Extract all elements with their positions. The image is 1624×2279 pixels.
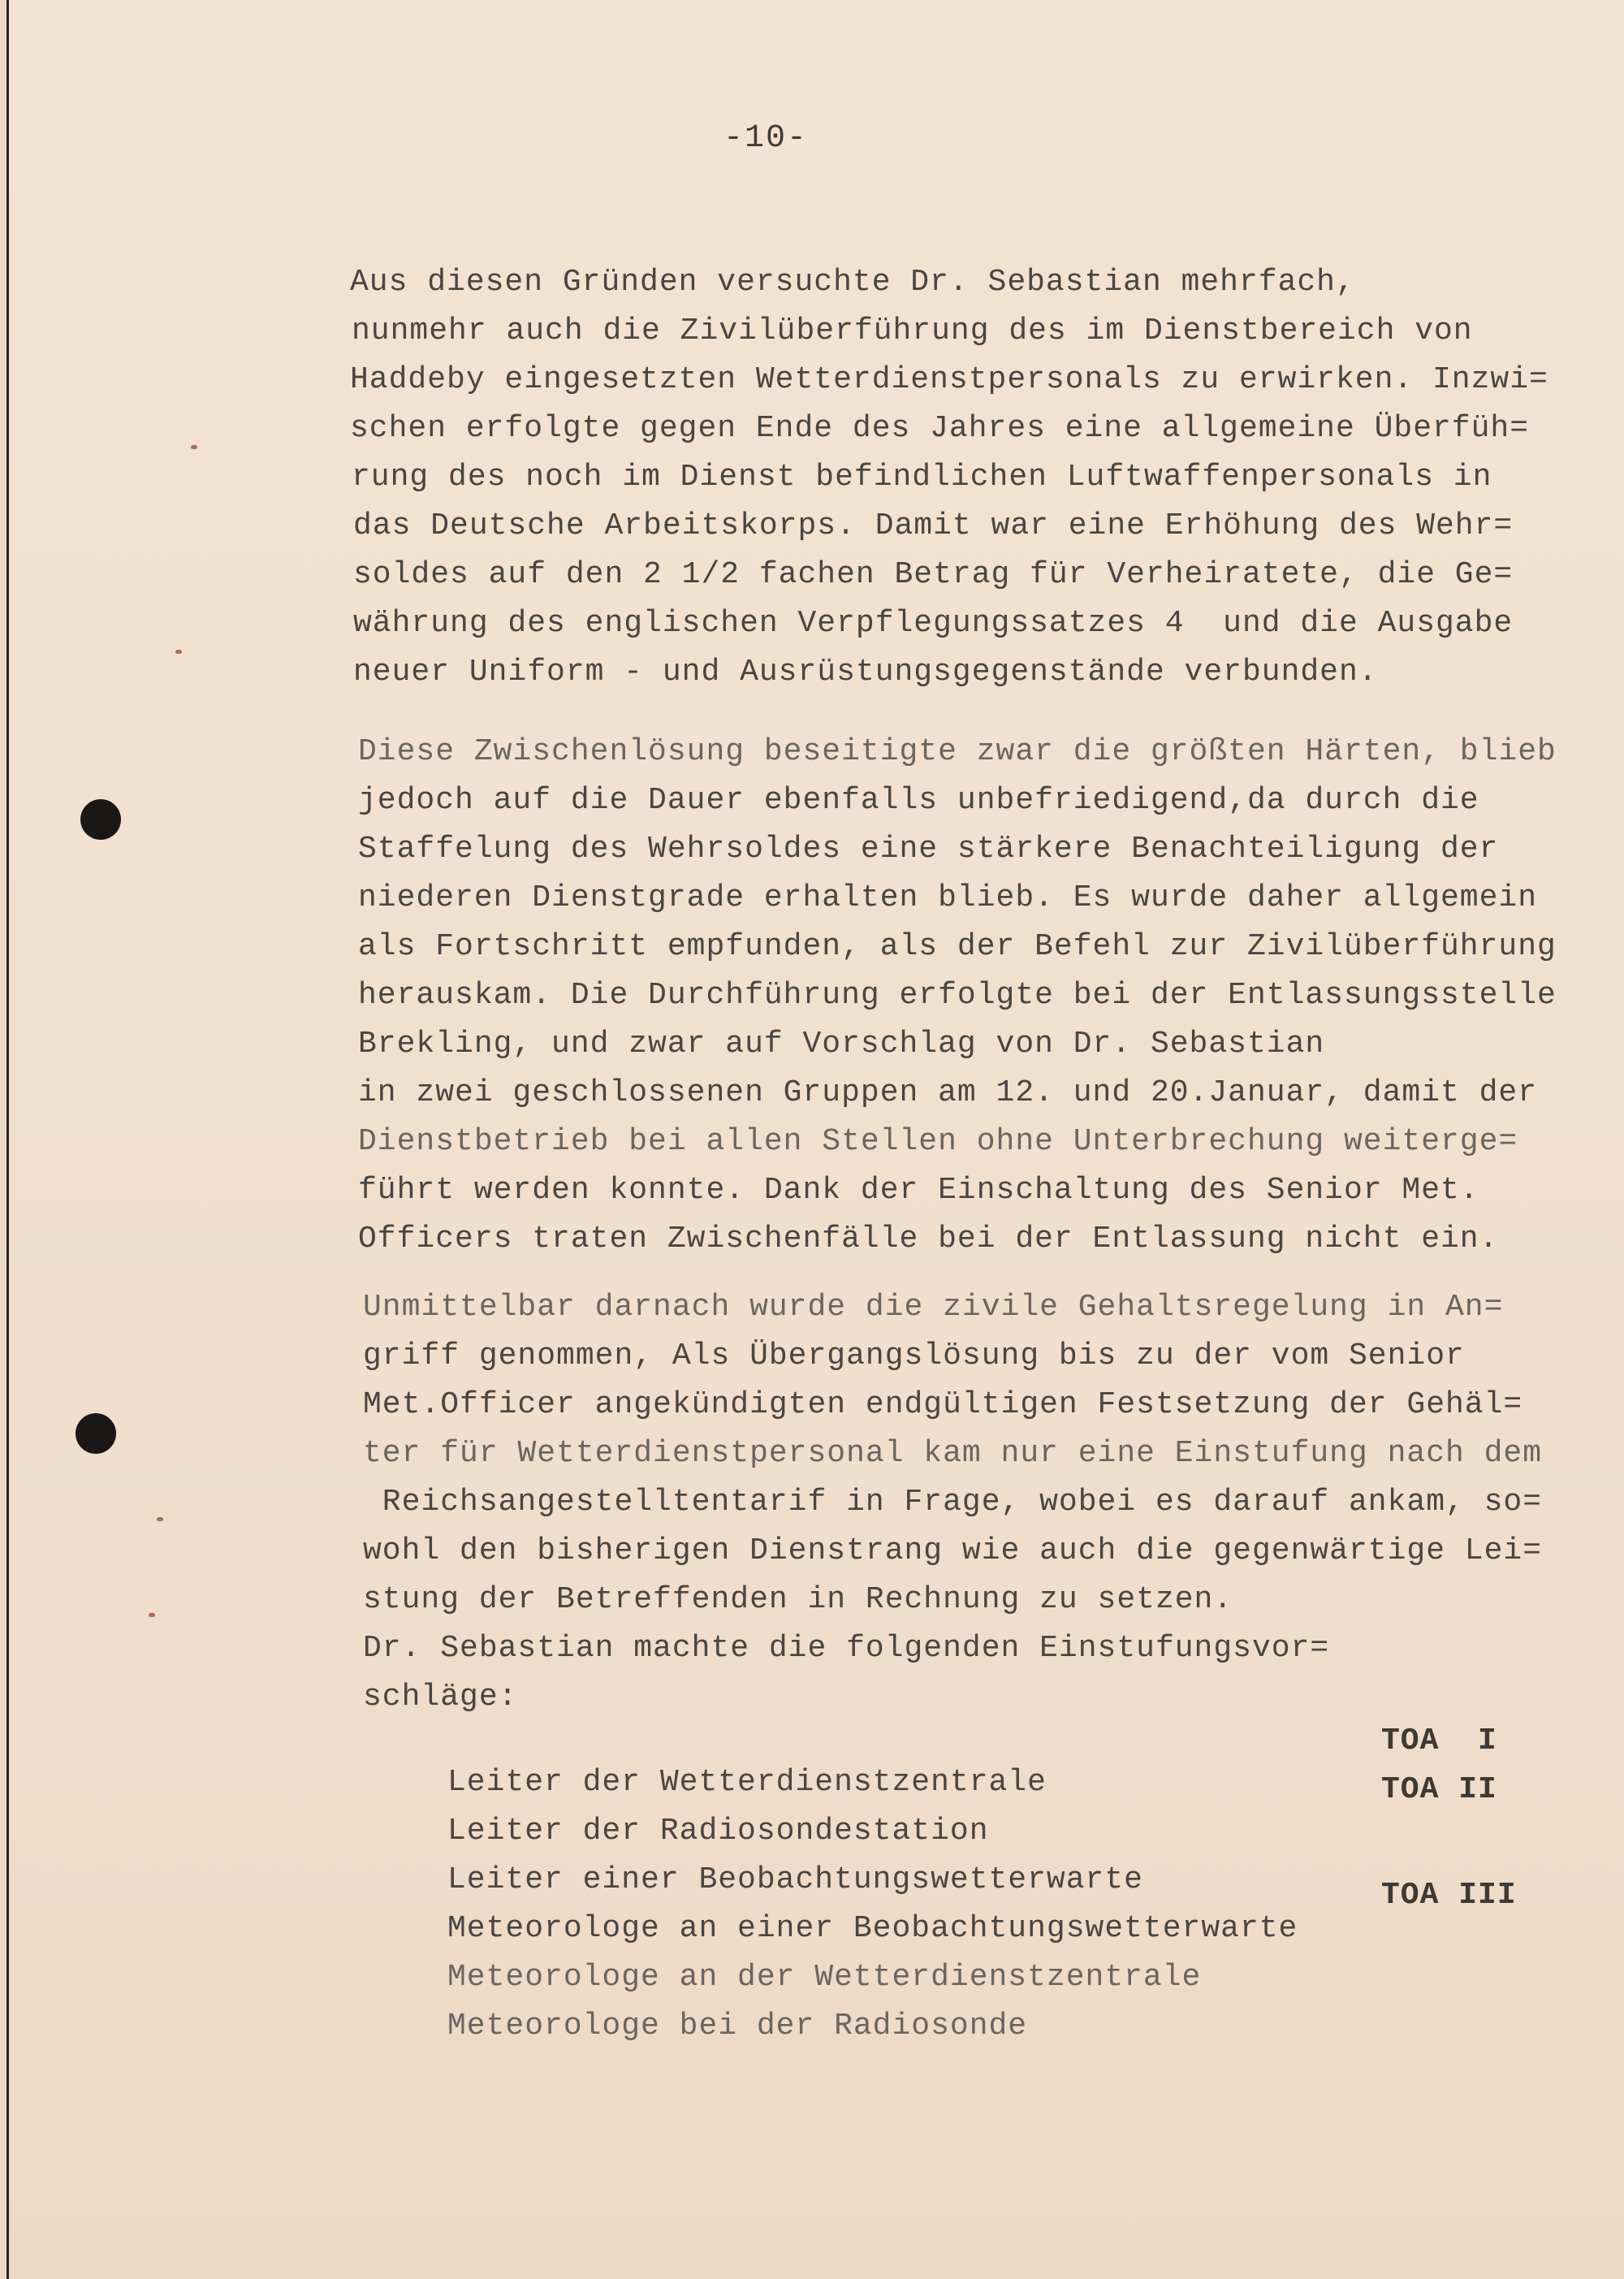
line-text: Reichsangestelltentarif in Frage, wobei es darauf ankam, so=: [363, 1485, 1543, 1520]
line-text: ter für Wetterdienstpersonal kam nur eine Einstufung nach dem: [363, 1436, 1543, 1471]
punch-hole-bottom: [76, 1413, 116, 1454]
grade-position: Meteorologe an einer Beobachtungswetterwarte: [447, 1911, 1298, 1946]
line-text: währung des englischen Verpflegungssatzes 4 und die Ausgabe: [353, 606, 1514, 641]
text-line: [358, 728, 1557, 776]
text-line: [363, 1332, 1465, 1381]
line-text: Met.Officer angekündigten endgültigen Festsetzung der Gehäl=: [363, 1387, 1523, 1422]
line-text: schläge:: [363, 1680, 518, 1715]
text-line: [353, 551, 1513, 599]
line-text: soldes auf den 2 1/2 fachen Betrag für Verheiratete, die Ge=: [353, 557, 1514, 592]
line-text: als Fortschritt empfunden, als der Befehl zur Zivilüberführung: [358, 929, 1557, 964]
text-line: [358, 1215, 1498, 1264]
page-number: -10-: [723, 120, 809, 157]
text-line: [358, 1118, 1518, 1166]
grade-position: Meteorologe bei der Radiosonde: [447, 2009, 1028, 2043]
text-line: [358, 776, 1479, 825]
text-line: [363, 1478, 1542, 1527]
line-text: nunmehr auch die Zivilüberführung des im Dienstbereich von: [352, 314, 1473, 348]
grade-position: Leiter einer Beobachtungswetterwarte: [447, 1862, 1143, 1897]
document-page: [6, 0, 1624, 2279]
grade-position: Leiter der Wetterdienstzentrale: [447, 1765, 1047, 1800]
line-text: Dr. Sebastian machte die folgenden Einstufungsvor=: [363, 1631, 1330, 1666]
text-line: [358, 1166, 1479, 1215]
line-text: Diese Zwischenlösung beseitigte zwar die größten Härten, blieb: [358, 734, 1557, 769]
text-line: [352, 453, 1492, 502]
text-line: [358, 1020, 1324, 1069]
grade-row: [447, 1974, 1535, 2113]
text-line: [353, 502, 1513, 551]
text-line: [350, 404, 1529, 453]
line-text: Haddeby eingesetzten Wetterdienstpersonals zu erwirken. Inzwi=: [350, 362, 1548, 397]
text-line: [358, 874, 1537, 923]
line-text: Staffelung des Wehrsoldes eine stärkere Benachteiligung der: [358, 832, 1499, 867]
grade-value: TOA I: [1381, 1723, 1497, 1758]
text-line: [350, 258, 1355, 307]
paper-speck: [175, 650, 182, 654]
text-line: [358, 1069, 1537, 1118]
grade-value: TOA II: [1381, 1772, 1497, 1807]
line-text: jedoch auf die Dauer ebenfalls unbefriedigend,da durch die: [358, 783, 1479, 818]
line-text: niederen Dienstgrade erhalten blieb. Es wurde daher allgemein: [358, 880, 1538, 915]
line-text: neuer Uniform - und Ausrüstungsgegenstände verbunden.: [353, 655, 1378, 690]
line-text: führt werden konnte. Dank der Einschaltung des Senior Met.: [358, 1173, 1479, 1208]
text-line: [358, 825, 1498, 874]
text-line: [353, 648, 1378, 697]
grade-position: Leiter der Radiosondestation: [447, 1814, 989, 1849]
line-text: das Deutsche Arbeitskorps. Damit war eine Erhöhung des Wehr=: [353, 508, 1514, 543]
line-text: wohl den bisherigen Dienstrang wie auch die gegenwärtige Lei=: [363, 1533, 1543, 1568]
text-line: [358, 923, 1557, 971]
paper-speck: [191, 445, 197, 449]
grade-value: TOA III: [1381, 1878, 1517, 1913]
text-line: [353, 599, 1513, 648]
text-line: [363, 1429, 1542, 1478]
line-text: stung der Betreffenden in Rechnung zu setzen.: [363, 1582, 1233, 1617]
text-line: [363, 1527, 1542, 1576]
line-text: Unmittelbar darnach wurde die zivile Gehaltsregelung in An=: [363, 1290, 1504, 1325]
paper-speck: [149, 1613, 155, 1617]
text-line: [358, 971, 1557, 1020]
line-text: Officers traten Zwischenfälle bei der Entlassung nicht ein.: [358, 1222, 1499, 1256]
text-line: [352, 307, 1473, 356]
text-line: [363, 1576, 1233, 1624]
text-line: [363, 1283, 1503, 1332]
line-text: in zwei geschlossenen Gruppen am 12. und 20.Januar, damit der: [358, 1075, 1538, 1110]
line-text: Brekling, und zwar auf Vorschlag von Dr. Sebastian: [358, 1027, 1325, 1062]
line-text: rung des noch im Dienst befindlichen Luftwaffenpersonals in: [352, 460, 1492, 495]
grade-position: Meteorologe an der Wetterdienstzentrale: [447, 1960, 1202, 1995]
text-line: [363, 1673, 517, 1722]
line-text: herauskam. Die Durchführung erfolgte bei der Entlassungsstelle: [358, 978, 1557, 1013]
text-line: [363, 1381, 1522, 1429]
line-text: griff genommen, Als Übergangslösung bis zu der vom Senior: [363, 1338, 1465, 1373]
text-line: [363, 1624, 1329, 1673]
line-text: schen erfolgte gegen Ende des Jahres eine allgemeine Überfüh=: [350, 411, 1530, 446]
punch-hole-top: [80, 799, 121, 840]
grade-list: [447, 1723, 1517, 2043]
line-text: Aus diesen Gründen versuchte Dr. Sebastian mehrfach,: [350, 265, 1355, 300]
paper-speck: [157, 1517, 163, 1521]
line-text: Dienstbetrieb bei allen Stellen ohne Unterbrechung weiterge=: [358, 1124, 1518, 1159]
text-line: [350, 356, 1548, 404]
